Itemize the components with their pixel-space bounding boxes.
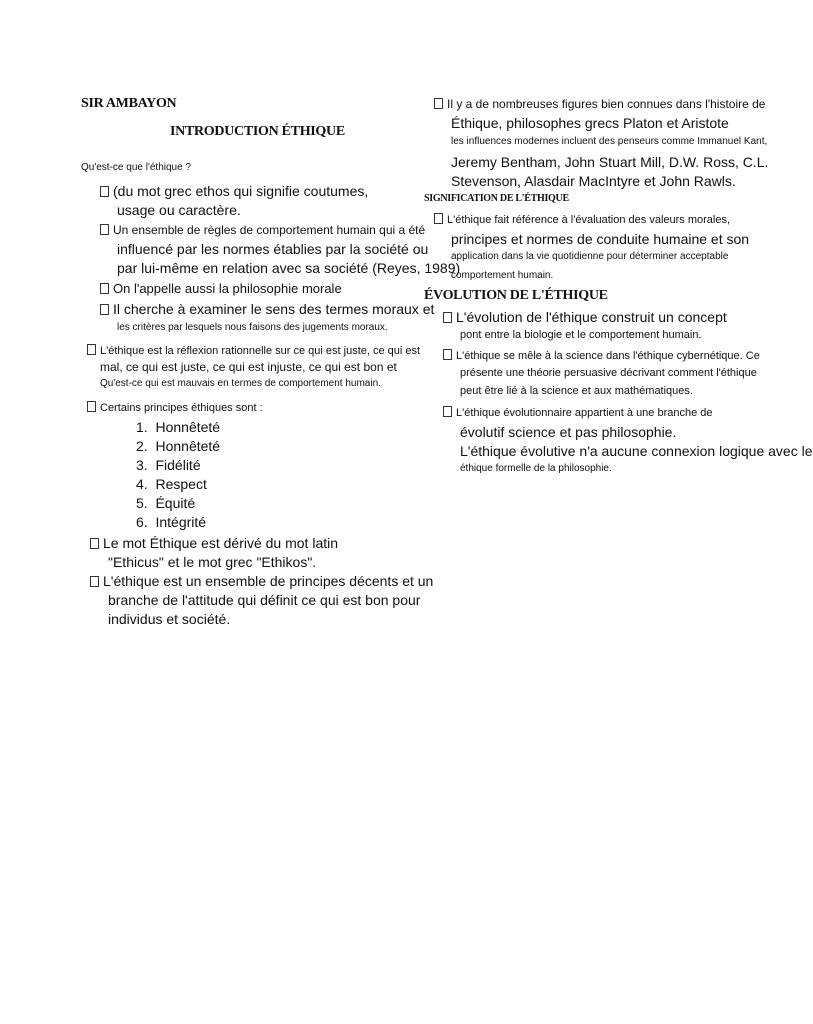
bullet-box-icon [443,349,452,360]
section-heading-evolution: ÉVOLUTION DE L'ÉTHIQUE [424,288,608,303]
bullet-box-icon [87,344,96,355]
list-item: L'éthique fait référence à l'évaluation des valeurs morales, [434,213,730,226]
list-item-continuation: comportement humain. [451,270,554,281]
principles-intro: Certains principes éthiques sont : [87,401,263,414]
list-item: L'éthique est un ensemble de principes décents et un [90,573,433,589]
list-item: (du mot grec ethos qui signifie coutumes, [100,183,368,199]
principle-item: 2. Honnêteté [136,438,221,454]
principle-item: 6. Intégrité [136,514,207,530]
list-item-continuation: Stevenson, Alasdair MacIntyre et John Rawls. [451,173,736,189]
bullet-box-icon [87,401,96,412]
list-item: L'évolution de l'éthique construit un concept [443,309,727,325]
list-item-continuation: éthique formelle de la philosophie. [460,463,612,474]
bullet-box-icon [443,312,452,323]
list-item: Il y a de nombreuses figures bien connues dans l'histoire de [434,97,765,111]
list-item-continuation: pont entre la biologie et le comportement humain. [460,329,702,341]
list-item: L'éthique se mêle à la science dans l'éthique cybernétique. Ce [443,349,760,362]
bullet-box-icon [100,224,109,235]
bullet-box-icon [100,304,109,315]
principle-item: 4. Respect [136,476,207,492]
list-item: On l'appelle aussi la philosophie morale [100,281,342,296]
bullet-box-icon [434,98,443,109]
list-item-continuation: Jeremy Bentham, John Stuart Mill, D.W. Ross, C.L. [451,154,769,170]
list-item-continuation: branche de l'attitude qui définit ce qui est bon pour [108,592,421,608]
list-item-continuation: L'éthique évolutive n'a aucune connexion logique avec le [460,443,813,459]
principle-item: 5. Équité [136,495,196,511]
question-heading: Qu'est-ce que l'éthique ? [81,162,191,173]
list-item-continuation: les critères par lesquels nous faisons des jugements moraux. [117,322,388,333]
list-item-continuation: "Ethicus" et le mot grec "Ethikos". [108,554,317,570]
bullet-box-icon [100,283,109,294]
list-item-continuation: individus et société. [108,611,231,627]
list-item: Le mot Éthique est dérivé du mot latin [90,535,338,551]
author-name: SIR AMBAYON [81,96,177,111]
list-item-continuation: évolutif science et pas philosophie. [460,424,677,440]
bullet-box-icon [90,538,99,549]
page-title: INTRODUCTION ÉTHIQUE [170,124,345,139]
list-item: Il cherche à examiner le sens des termes moraux et [100,301,434,317]
list-item-continuation: application dans la vie quotidienne pour déterminer acceptable [451,251,729,262]
list-item-continuation: principes et normes de conduite humaine et son [451,231,750,247]
list-item-continuation: influencé par les normes établies par la société ou [117,241,429,257]
bullet-box-icon [90,576,99,587]
paragraph-continuation: mal, ce qui est juste, ce qui est injuste, ce qui est bon et [100,360,397,374]
paragraph-continuation: Qu'est-ce qui est mauvais en termes de comportement humain. [100,378,381,389]
section-heading-signification: SIGNIFICATION DE L'ÉTHIQUE [424,193,569,204]
list-item-continuation: les influences modernes incluent des penseurs comme Immanuel Kant, [451,136,768,147]
principle-item: 1. Honnêteté [136,419,221,435]
list-item: L'éthique évolutionnaire appartient à une branche de [443,406,713,419]
principle-item: 3. Fidélité [136,457,201,473]
paragraph: L'éthique est la réflexion rationnelle sur ce qui est juste, ce qui est [87,344,420,357]
bullet-box-icon [100,186,109,197]
list-item-continuation: présente une théorie persuasive décrivant comment l'éthique [460,367,757,379]
list-item-continuation: Éthique, philosophes grecs Platon et Aristote [451,115,729,131]
list-item-continuation: usage ou caractère. [117,202,241,218]
bullet-box-icon [443,406,452,417]
list-item-continuation: par lui-même en relation avec sa société (Reyes, 1989) [117,260,461,276]
list-item-continuation: peut être lié à la science et aux mathématiques. [460,385,693,397]
list-item: Un ensemble de règles de comportement humain qui a été [100,223,425,237]
bullet-box-icon [434,213,443,224]
